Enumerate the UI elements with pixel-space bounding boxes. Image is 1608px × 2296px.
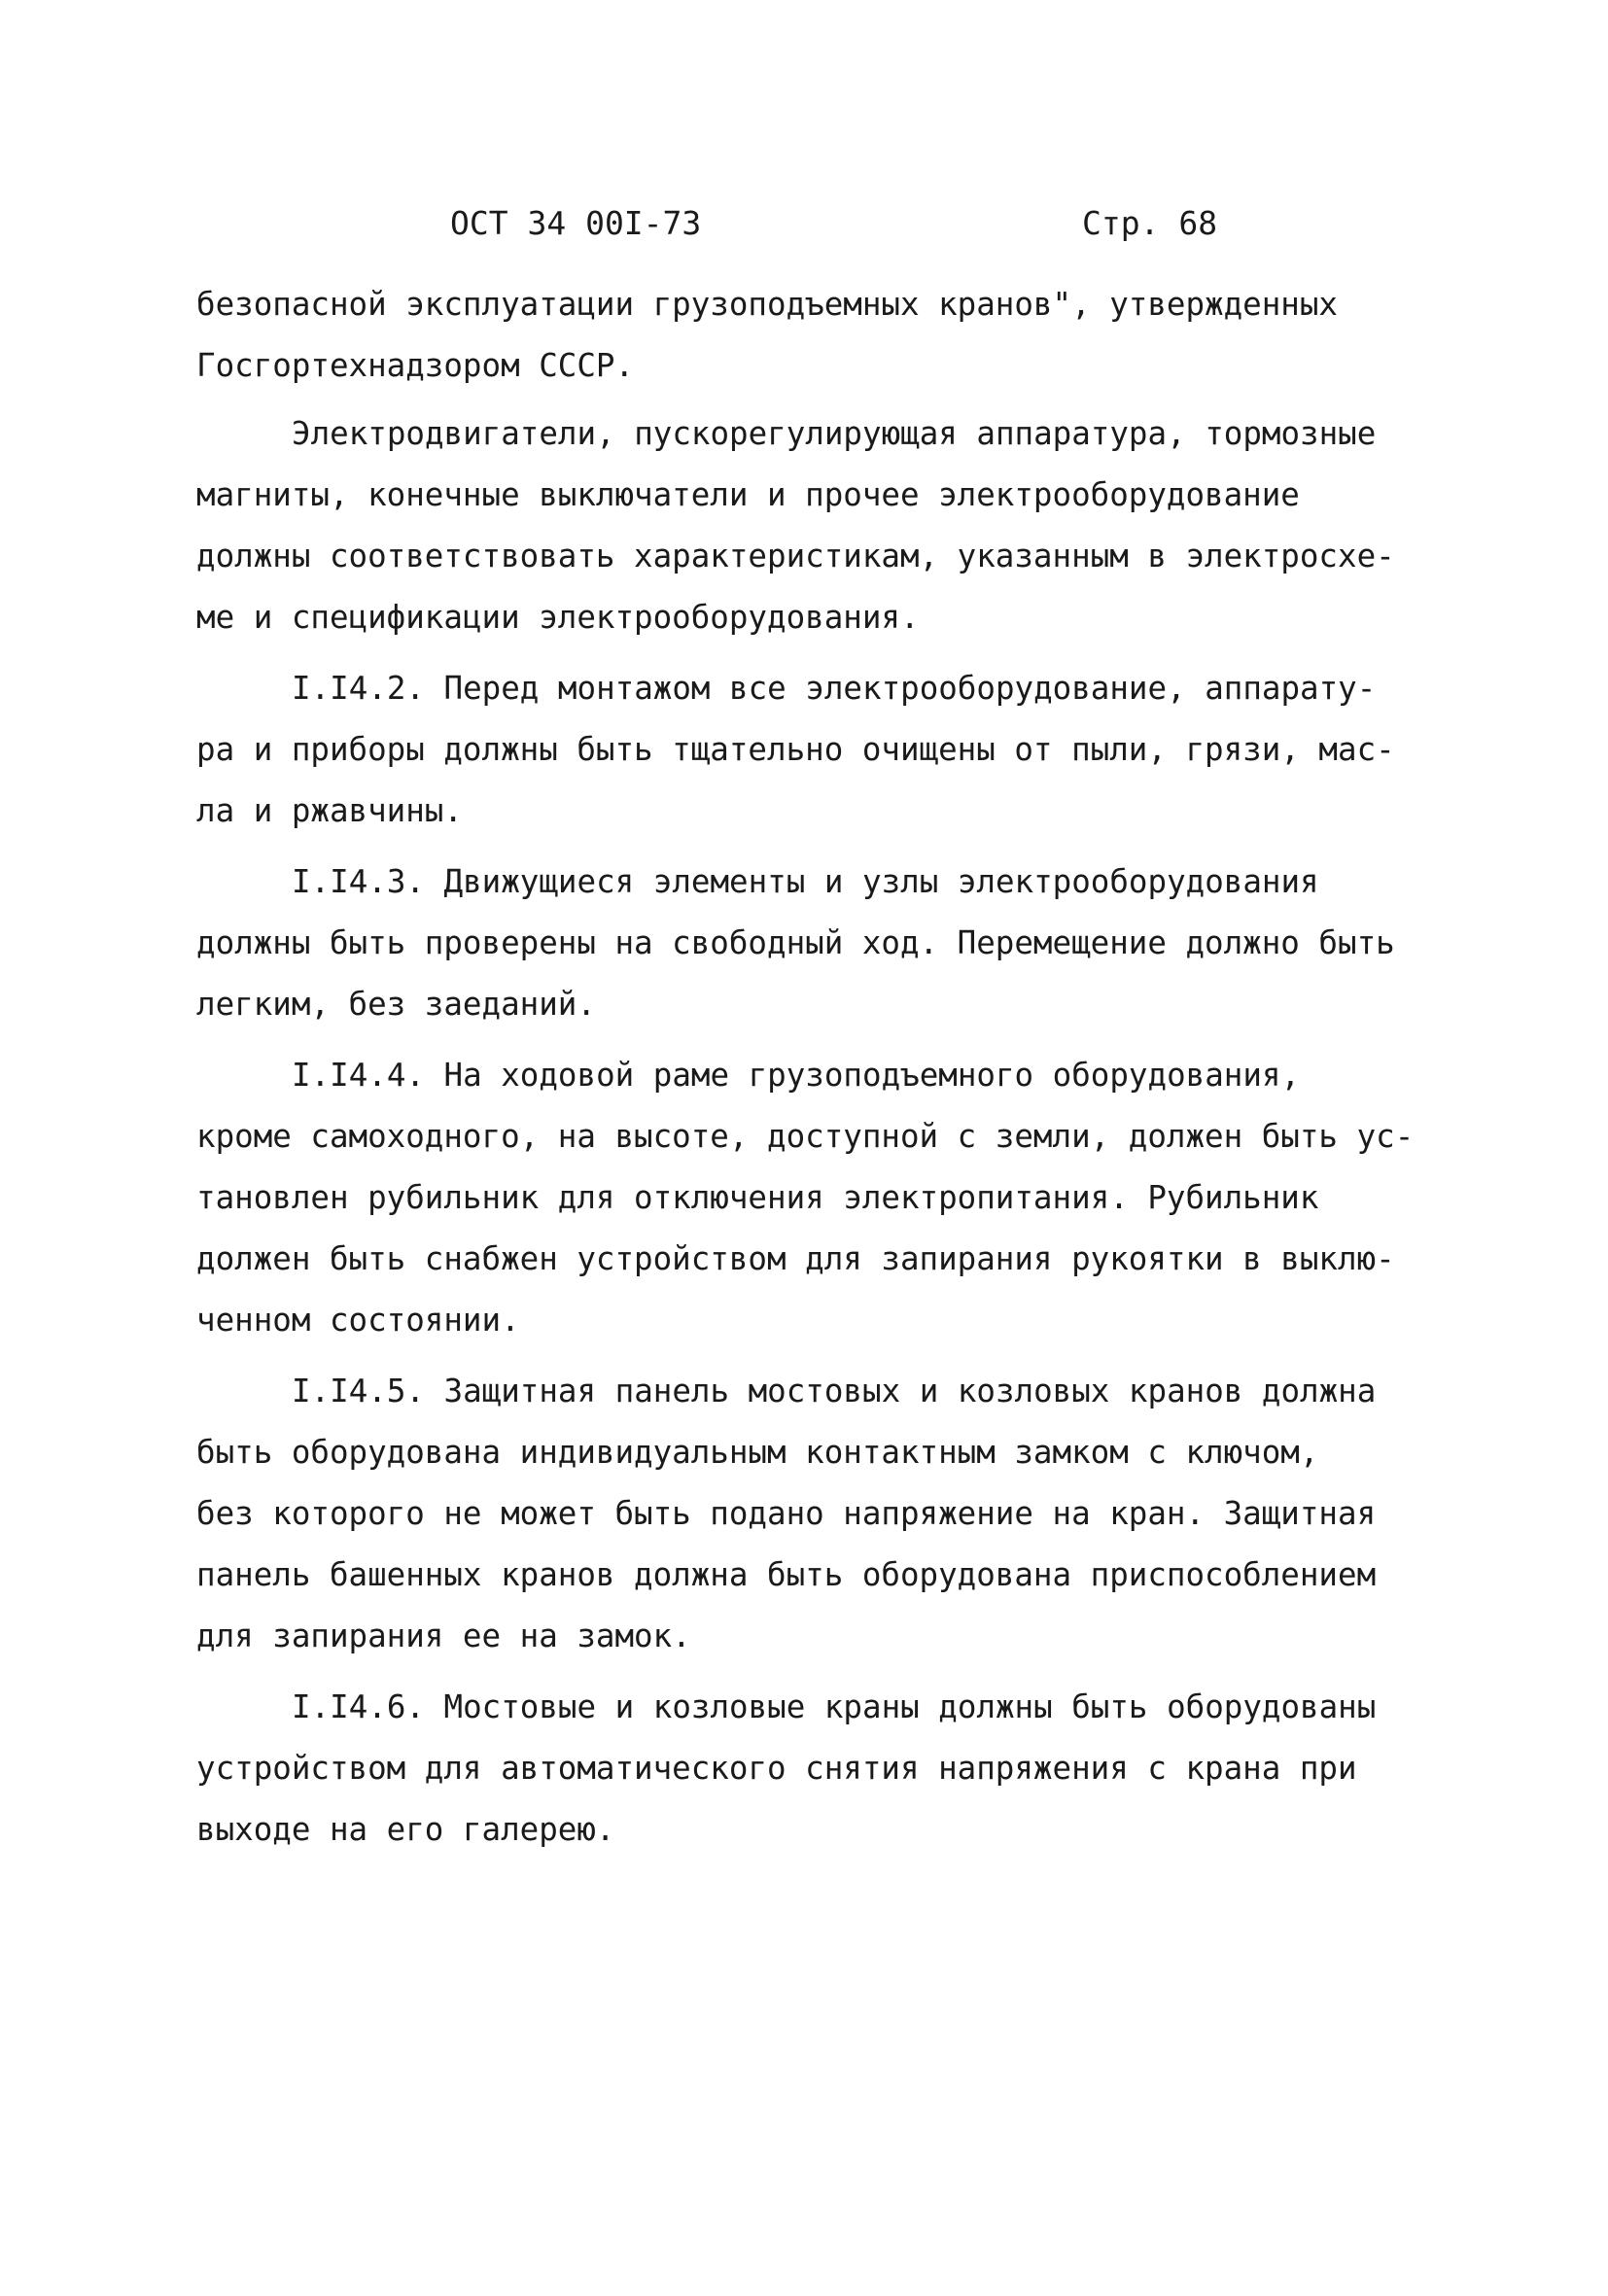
clause-1-14-5: I.I4.5. Защитная панель мостовых и козловых кранов должна bbox=[292, 1373, 1377, 1409]
page-number: Стр. 68 bbox=[1082, 204, 1218, 242]
text-line: ла и ржавчины. bbox=[196, 792, 463, 829]
text-line: кроме самоходного, на высоте, доступной с земли, должен быть ус- bbox=[196, 1118, 1415, 1155]
text-line: Госгортехнадзором СССР. bbox=[196, 347, 635, 384]
clause-1-14-4: I.I4.4. На ходовой раме грузоподъемного оборудования, bbox=[292, 1057, 1301, 1094]
text-line: панель башенных кранов должна быть оборудована приспособлением bbox=[196, 1556, 1377, 1593]
clause-1-14-3: I.I4.3. Движущиеся элементы и узлы электрооборудования bbox=[292, 863, 1319, 900]
text-line: должен быть снабжен устройством для запирания рукоятки в выклю- bbox=[196, 1240, 1395, 1277]
text-line: тановлен рубильник для отключения электропитания. Рубильник bbox=[196, 1179, 1319, 1216]
text-line: безопасной эксплуатации грузоподъемных кранов", утвержденных bbox=[196, 286, 1338, 323]
text-line: без которого не может быть подано напряжение на кран. Защитная bbox=[196, 1495, 1377, 1532]
text-line: ра и приборы должны быть тщательно очищены от пыли, грязи, мас- bbox=[196, 731, 1395, 768]
text-line: устройством для автоматического снятия напряжения с крана при bbox=[196, 1750, 1357, 1787]
text-line: ченном состоянии. bbox=[196, 1302, 520, 1339]
text-line: легким, без заеданий. bbox=[196, 986, 596, 1023]
page-header bbox=[0, 204, 1608, 253]
document-code: ОСТ 34 00I-73 bbox=[450, 204, 702, 242]
text-line: магниты, конечные выключатели и прочее электрооборудование bbox=[196, 476, 1300, 513]
clause-1-14-2: I.I4.2. Перед монтажом все электрооборудование, аппарату- bbox=[292, 670, 1377, 707]
text-line: должны быть проверены на свободный ход. Перемещение должно быть bbox=[196, 924, 1395, 961]
text-line: для запирания ее на замок. bbox=[196, 1618, 691, 1654]
text-line: ме и спецификации электрооборудования. bbox=[196, 599, 920, 636]
text-line: должны соответствовать характеристикам, указанным в электросхе- bbox=[196, 538, 1395, 574]
document-body bbox=[196, 274, 1415, 1861]
text-line: выходе на его галерею. bbox=[196, 1811, 615, 1848]
text-line: быть оборудована индивидуальным контактным замком с ключом, bbox=[196, 1434, 1319, 1471]
text-line: Электродвигатели, пускорегулирующая аппаратура, тормозные bbox=[292, 415, 1377, 452]
clause-1-14-6: I.I4.6. Мостовые и козловые краны должны быть оборудованы bbox=[292, 1688, 1377, 1725]
